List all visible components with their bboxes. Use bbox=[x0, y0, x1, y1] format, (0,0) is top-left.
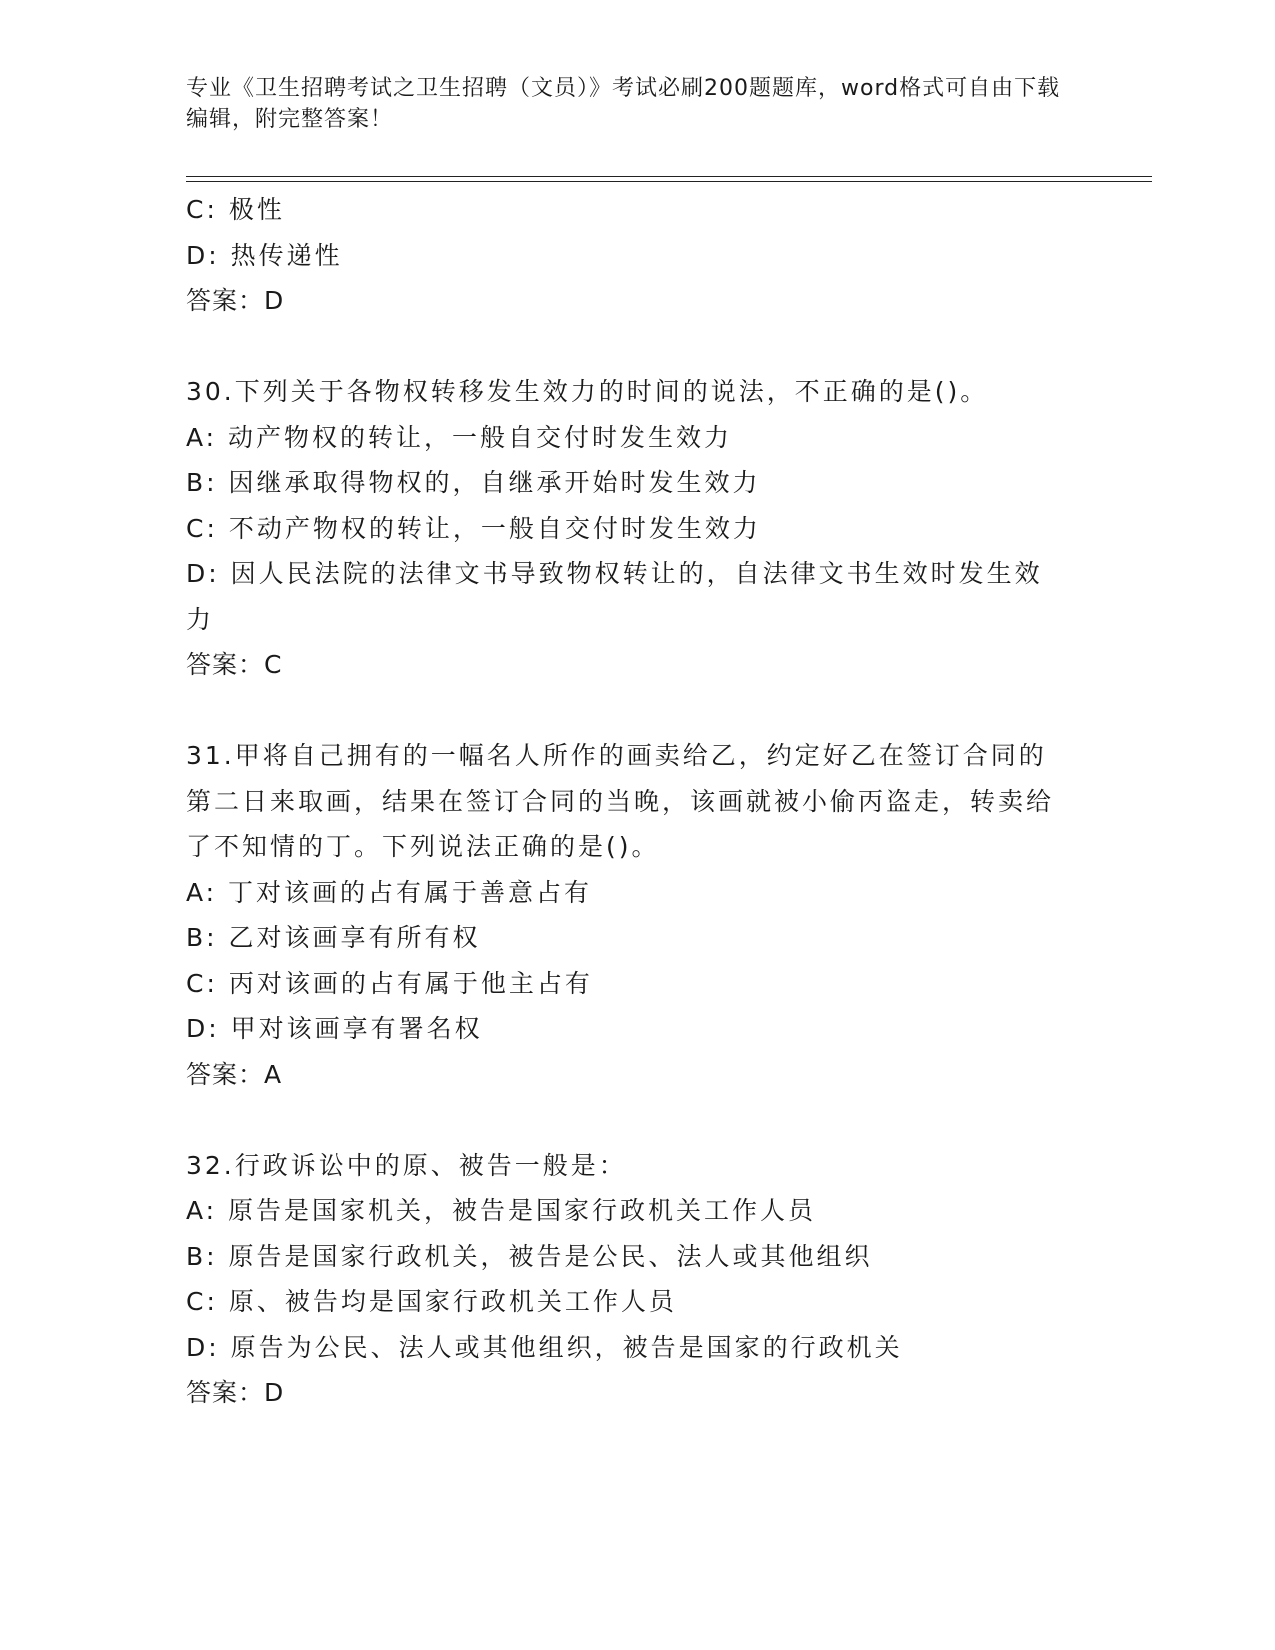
answer-line bbox=[186, 278, 1066, 324]
document-body bbox=[186, 187, 1066, 1416]
question-31 bbox=[186, 733, 1066, 1097]
option-d: D: 热传递性 bbox=[186, 240, 343, 270]
option-a: A: 原告是国家机关，被告是国家行政机关工作人员 bbox=[186, 1196, 817, 1225]
header-divider-bottom bbox=[186, 181, 1152, 182]
document-header bbox=[186, 73, 1066, 135]
option-b: B: 因继承取得物权的，自继承开始时发生效力 bbox=[186, 468, 761, 497]
answer-value: D bbox=[264, 286, 285, 315]
option-c: C: 极性 bbox=[186, 195, 285, 224]
question-30 bbox=[186, 369, 1066, 688]
question-stem: 30.下列关于各物权转移发生效力的时间的说法，不正确的是()。 bbox=[186, 377, 989, 406]
spacer bbox=[186, 324, 1066, 370]
option-d: D: 甲对该画享有署名权 bbox=[186, 1014, 483, 1043]
header-title: 专业《卫生招聘考试之卫生招聘（文员）》考试必刷200题题库，word格式可自由下载编辑，附完整答案！ bbox=[186, 76, 1061, 132]
question-stem: 31.甲将自己拥有的一幅名人所作的画卖给乙，约定好乙在签订合同的第二日来取画，结果在签订合同的当晚，该画就被小偷丙盗走，转卖给了不知情的丁。下列说法正确的是()。 bbox=[186, 741, 1055, 861]
answer-value: D bbox=[264, 1378, 285, 1407]
option-c: C: 丙对该画的占有属于他主占有 bbox=[186, 968, 593, 998]
option-c: C: 原、被告均是国家行政机关工作人员 bbox=[186, 1287, 677, 1316]
option-a: A: 丁对该画的占有属于善意占有 bbox=[186, 877, 593, 907]
spacer bbox=[186, 688, 1066, 734]
answer-label: 答案： bbox=[186, 650, 265, 679]
answer-line bbox=[186, 1052, 1066, 1098]
answer-label: 答案： bbox=[186, 1378, 265, 1407]
option-d: D: 原告为公民、法人或其他组织，被告是国家的行政机关 bbox=[186, 1332, 903, 1362]
question-29-tail bbox=[186, 187, 1066, 324]
answer-label: 答案： bbox=[186, 286, 265, 315]
answer-label: 答案： bbox=[186, 1059, 265, 1089]
question-stem: 32.行政诉讼中的原、被告一般是： bbox=[186, 1150, 627, 1180]
spacer bbox=[186, 1097, 1066, 1143]
header-divider-top bbox=[186, 176, 1152, 177]
option-b: B: 原告是国家行政机关，被告是公民、法人或其他组织 bbox=[186, 1241, 873, 1271]
question-32 bbox=[186, 1143, 1066, 1416]
answer-value: A bbox=[264, 1059, 283, 1089]
option-c: C: 不动产物权的转让，一般自交付时发生效力 bbox=[186, 513, 761, 543]
option-d: D: 因人民法院的法律文书导致物权转让的，自法律文书生效时发生效力 bbox=[186, 559, 1043, 634]
answer-value: C bbox=[264, 650, 283, 679]
answer-line bbox=[186, 1370, 1066, 1416]
option-b: B: 乙对该画享有所有权 bbox=[186, 923, 481, 952]
answer-line bbox=[186, 642, 1066, 688]
option-a: A: 动产物权的转让，一般自交付时发生效力 bbox=[186, 422, 733, 452]
